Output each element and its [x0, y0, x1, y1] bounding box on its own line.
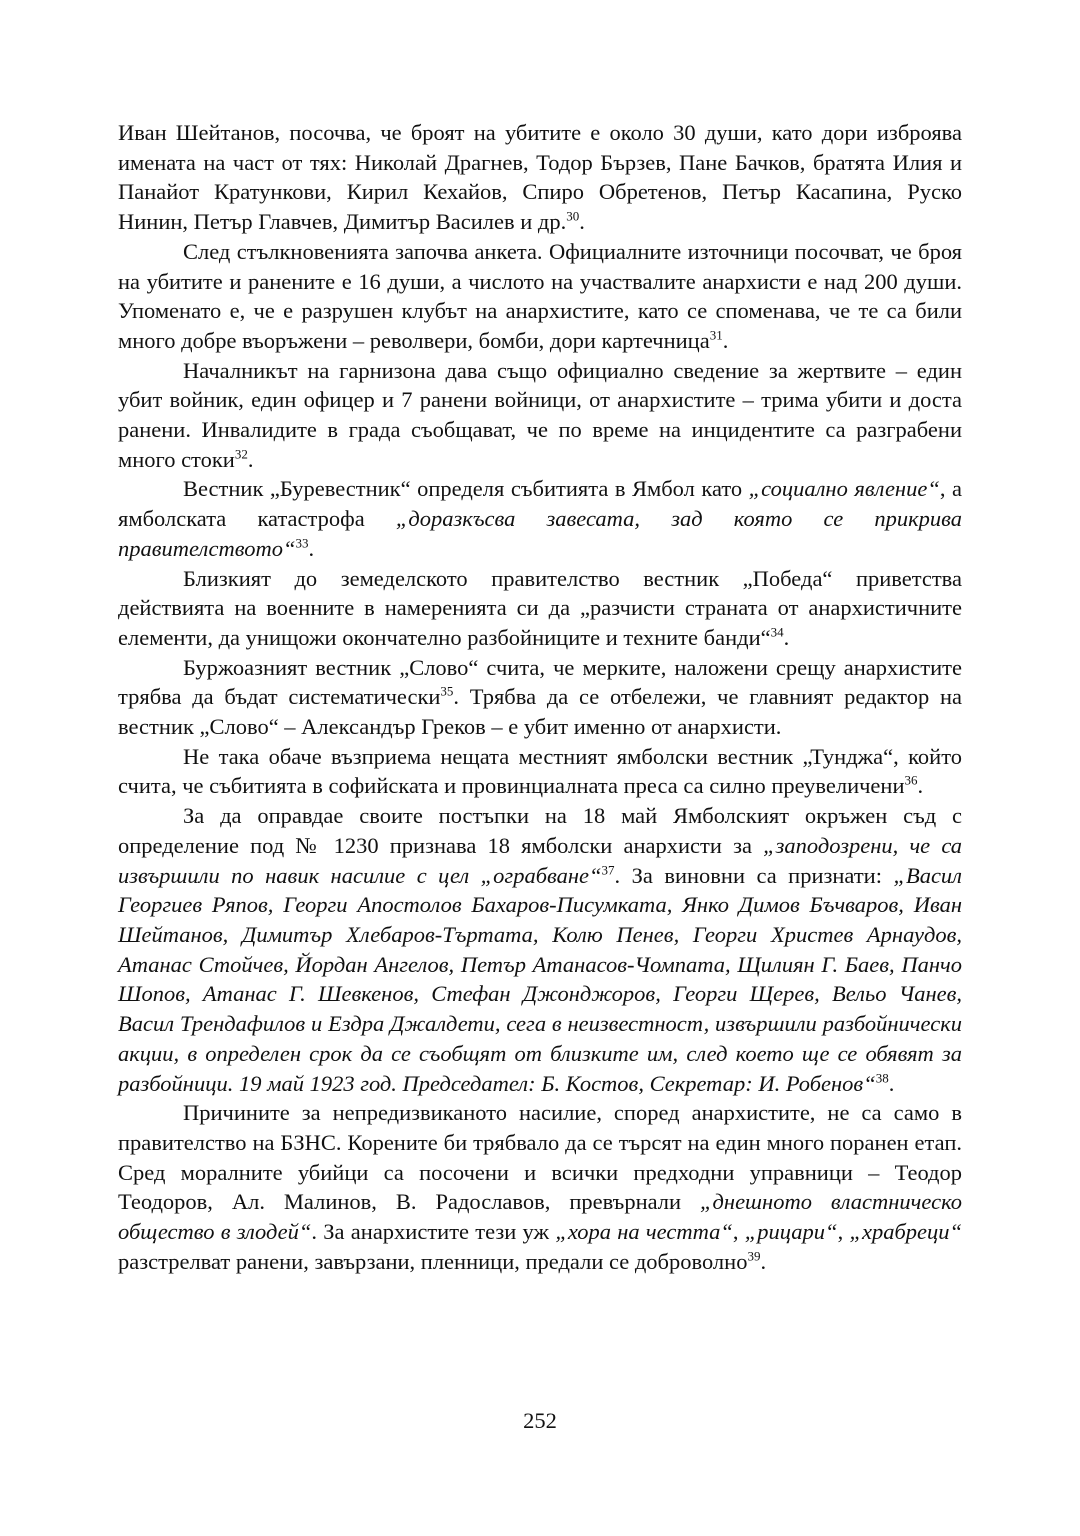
text-run: Близкият до земеделското правителство вестник „Победа“ приветства действията на военните в намеренията си да „разчисти страната от анархистичните елементи, да унищожи окончателно разбойниците и техните банди“: [118, 565, 962, 650]
paragraph: [118, 118, 962, 237]
paragraph: [118, 474, 962, 563]
italic-quote: „днешното властническо общество в злодей“: [118, 1189, 962, 1245]
text-run: Не така обаче възприема нещата местният ямболски вестник „Тунджа“, който счита, че събитията в софийската и провинциалната преса са силно преувеличени: [118, 743, 962, 799]
paragraph: [118, 564, 962, 653]
italic-quote: „доразкъсва завесата, зад която се прикрива правителството“: [118, 506, 962, 561]
text-run: .: [760, 1248, 767, 1274]
footnote-ref: 31: [709, 327, 723, 343]
paragraph: [118, 742, 962, 801]
text-run: Вестник „Буревестник“ определя събитията в Ямбол като: [183, 476, 749, 502]
italic-quote: „социално явление“: [748, 476, 940, 502]
text-run: . За анархистите тези уж: [311, 1219, 556, 1245]
text-run: .: [917, 773, 924, 799]
footnote-ref: 32: [234, 446, 248, 462]
footnote-ref: 34: [770, 624, 784, 640]
italic-quote: „Васил Георгиев Ряпов, Георги Апостолов Бахаров-Писумката, Янко Димов Бъчваров, Иван Шейтанов, Димитър Хлебаров-Търтата, Колю Пенев, Георги Христев Арнаудов, Атанас Стойчев, Йордан Ангелов, Петър Атанасов-Чомпата, Щилиян Г. Баев, Панчо Шопов, Атанас Г. Шевкенов, Стефан Джонджоров, Георги Щерев, Вельо Чанев, Васил Трендафилов и Ездра Джалдети, сега в неизвестност, извършили разбойнически акции, в определен срок да се съобщят от близките им, след което ще се обявят за разбойници. 19 май 1923 год. Председател: Б. Костов, Секретар: И. Робенов“: [118, 862, 962, 1096]
footnote-ref: 36: [904, 772, 918, 788]
text-run: ,: [837, 1219, 850, 1245]
text-run: .: [308, 535, 315, 561]
text-run: .: [579, 209, 585, 235]
text-run: Причините за непредизвиканото насилие, според анархистите, не са само в правителство на БЗНС. Корените би трябвало да се търсят на един много поранен етап. Сред моралните убийци са посочени и всички предходни управници – Теодор Теодоров, Ал. Малинов, В. Радославов, превърнали: [118, 1100, 962, 1215]
page-number: 252: [523, 1408, 557, 1433]
paragraph: [118, 237, 962, 356]
footnote-ref: 37: [601, 862, 615, 878]
text-run: .: [722, 327, 729, 353]
text-run: Иван Шейтанов, посочва, че броят на убитите е около 30 души, като дори изброява имената на част от тях: Николай Драгнев, Тодор Бързев, Пане Бачков, братята Илия и Панайот Кратункови, Кирил Кехайов, Спиро Обретенов, Петър Касапина, Руско Нинин, Петър Главчев, Димитър Василев и др.: [118, 120, 962, 235]
text-run: . За виновни са признати:: [614, 862, 894, 888]
text-run: След стълкновенията започва анкета. Официалните източници посочват, че броя на убитите и ранените е 16 души, а числото на участвалите анархисти е над 200 души. Упоменато е, че е разрушен клубът на анархистите, като се споменава, че те са били много добре въоръжени – револвери, бомби, дори картечница: [118, 238, 962, 353]
text-run: Буржоазният вестник „Слово“ счита, че мерките, наложени срещу анархистите трябва да бъдат систематически: [118, 654, 962, 710]
footnote-ref: 39: [747, 1248, 761, 1264]
text-run: . Трябва да се отбележи, че главният редактор на вестник „Слово“ – Александър Греков – е убит именно от анархисти.: [118, 684, 962, 740]
footnote-ref: 30: [566, 208, 580, 224]
text-run: , а ямболската катастрофа: [118, 476, 962, 532]
text-run: Началникът на гарнизона дава също официално сведение за жертвите – един убит войник, един офицер и 7 ранени войници, от анархистите – трима убити и доста ранени. Инвалидите в града съобщават, че по време на инцидентите са разграбени много стоки: [118, 357, 962, 472]
italic-quote: „рицари“: [744, 1219, 838, 1245]
paragraph: [118, 356, 962, 475]
footnote-ref: 33: [295, 535, 309, 551]
paragraph: [118, 801, 962, 1098]
text-run: .: [888, 1070, 895, 1096]
italic-quote: „хора на честта“: [555, 1219, 733, 1245]
text-run: .: [247, 446, 254, 472]
text-run: разстрелват ранени, завързани, пленници, предали се доброволно: [118, 1248, 748, 1274]
paragraph: [118, 1098, 962, 1276]
text-run: ,: [732, 1219, 745, 1245]
footnote-ref: 35: [440, 683, 454, 699]
italic-quote: „заподозрени, че са извършили по навик насилие с цел „ограбване“: [118, 832, 962, 888]
footnote-ref: 38: [875, 1070, 889, 1085]
italic-quote: „храбреци“: [849, 1219, 963, 1245]
page-body: [118, 118, 962, 1276]
text-run: За да оправдае своите постъпки на 18 май Ямболският окръжен съд с определение под № 1230 признава 18 ямболски анархисти за: [118, 803, 962, 858]
paragraph: [118, 653, 962, 742]
text-run: .: [783, 624, 790, 650]
